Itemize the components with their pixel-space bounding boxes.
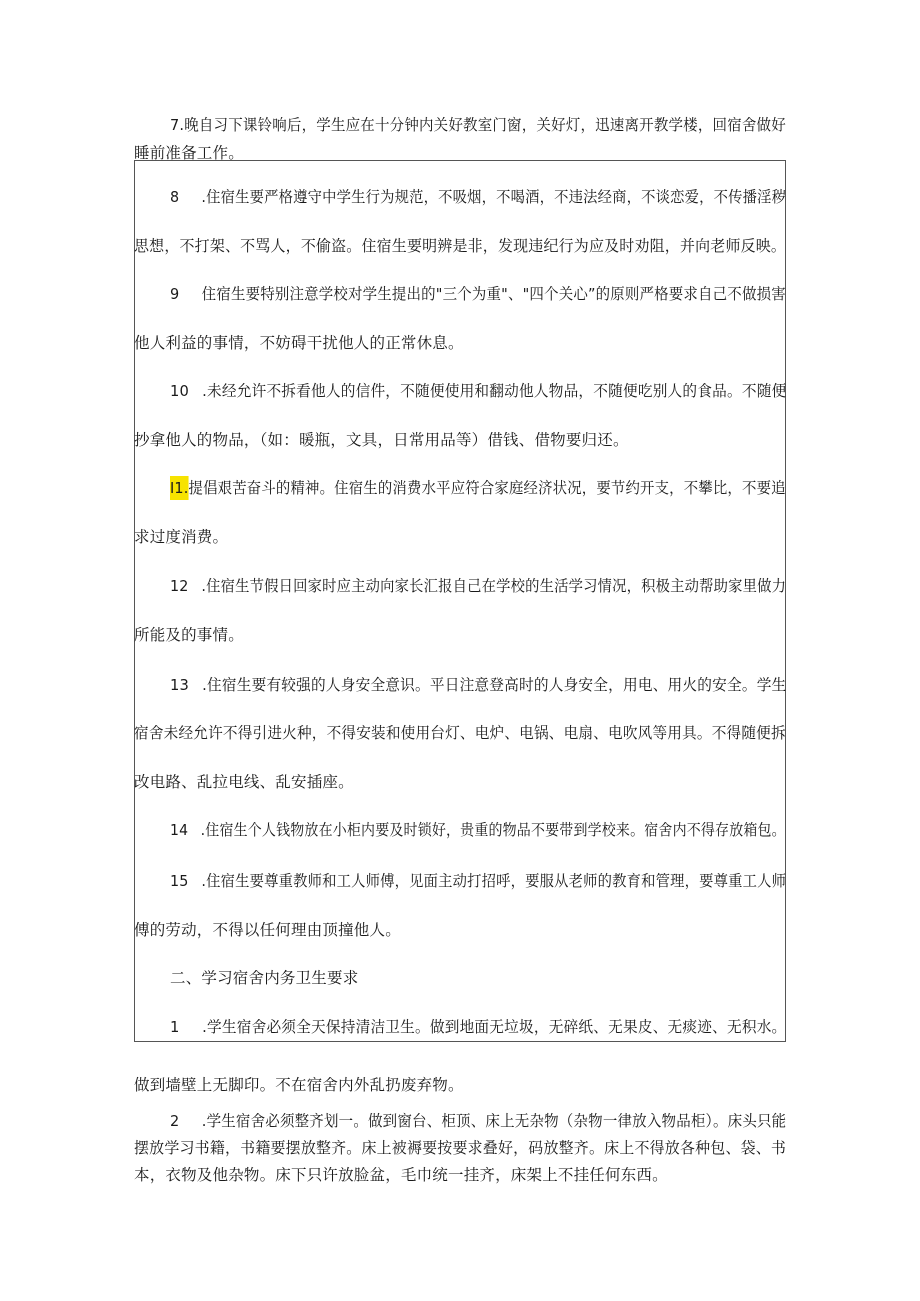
p9-number: 9 (170, 285, 180, 303)
s1-line1: 1 .学生宿舍必须全天保持清洁卫生。做到地面无垃圾，无碎纸、无果皮、无痰迹、无积水。 (170, 1018, 787, 1036)
p7-line1: 7.晚自习下课铃响后，学生应在十分钟内关好教室门窗，关好灯，迅速离开教学楼，回宿舍做好 (170, 116, 786, 134)
p15-line1: 15 .住宿生要尊重教师和工人师傅，见面主动打招呼，要服从老师的教育和管理，要尊重工人师 (170, 872, 787, 890)
p12-number: 12 (170, 577, 189, 595)
p13-number: 13 (170, 676, 190, 694)
p14-number: 14 (170, 821, 189, 839)
p8-line1: 8 .住宿生要严格遵守中学生行为规范，不吸烟，不喝酒，不违法经商，不谈恋爱，不传播淫秽 (170, 188, 787, 206)
p9-line1: 9 住宿生要特别注意学校对学生提出的"三个为重"、"四个关心”的原则严格要求自己不做损害 (170, 285, 786, 303)
s2-line3: 本，衣物及他杂物。床下只许放脸盆，毛巾统一挂齐，床架上不挂任何东西。 (134, 1166, 668, 1184)
section-heading: 二、学习宿舍内务卫生要求 (170, 969, 359, 987)
p13-line1: 13 .住宿生要有较强的人身安全意识。平日注意登高时的人身安全，用电、用火的安全。学生 (170, 676, 787, 694)
p10-number: 10 (170, 382, 190, 400)
p12-line2: 所能及的事情。 (134, 626, 244, 644)
p10-line2: 抄拿他人的物品，（如：暖瓶，文具，日常用品等）借钱、借物要归还。 (134, 431, 629, 449)
s1-number: 1 (170, 1018, 180, 1036)
p12-line1: 12 .住宿生节假日回家时应主动向家长汇报自己在学校的生活学习情况，积极主动帮助家里做力 (170, 577, 787, 595)
p8-line2: 思想，不打架、不骂人，不偷盗。住宿生要明辨是非，发现违纪行为应及时劝阻，并向老师反映。 (134, 237, 787, 255)
p11-line1: I1.提倡艰苦奋斗的精神。住宿生的消费水平应符合家庭经济状况，要节约开支，不攀比，不要追 (170, 478, 786, 498)
p15-line2: 傅的劳动，不得以任何理由顶撞他人。 (134, 921, 401, 939)
s1-line2: 做到墙壁上无脚印。不在宿舍内外乱扔废弃物。 (134, 1076, 464, 1094)
p15-number: 15 (170, 872, 189, 890)
p13-line3: 改电路、乱拉电线、乱安插座。 (134, 773, 354, 791)
p7-line2: 睡前准备工作。 (134, 144, 244, 162)
p9-line2: 他人利益的事情，不妨碍干扰他人的正常休息。 (134, 334, 464, 352)
s2-line2: 摆放学习书籍，书籍要摆放整齐。床上被褥要按要求叠好，码放整齐。床上不得放各种包、袋、书 (134, 1139, 787, 1157)
p14-line1: 14 .住宿生个人钱物放在小柜内要及时锁好，贵重的物品不要带到学校来。宿舍内不得存放箱包。 (170, 821, 786, 839)
p8-number: 8 (170, 188, 180, 206)
p11-line2: 求过度消费。 (134, 528, 229, 546)
p13-line2: 宿舍未经允许不得引进火种，不得安装和使用台灯、电炉、电锅、电扇、电吹风等用具。不得随便拆 (134, 724, 786, 742)
highlighted-number: I1. (170, 476, 189, 500)
p10-line1: 10 .未经允许不拆看他人的信件，不随便使用和翻动他人物品，不随便吃别人的食品。不随便 (170, 382, 787, 400)
s2-number: 2 (170, 1112, 180, 1130)
s2-line1: 2 .学生宿舍必须整齐划一。做到窗台、柜顶、床上无杂物（杂物一律放入物品柜）。床头只能 (170, 1112, 787, 1130)
